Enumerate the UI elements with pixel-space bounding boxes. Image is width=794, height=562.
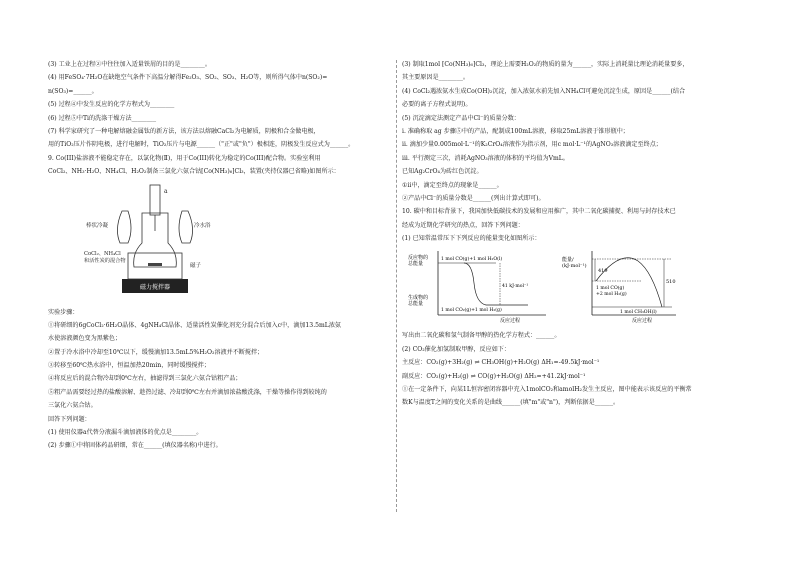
- fig1-xlabel: 反应过程: [500, 318, 521, 324]
- steps-heading: 实验步骤：: [48, 308, 79, 316]
- dropper-a: [150, 185, 160, 215]
- stir-bar-label: 磁子: [190, 262, 202, 269]
- question-10-intro: 10. 碳中和目标背景下，我国加快低碳技术的发展和应用推广，其中二氧化碳捕捉、利用与封存技术已: [402, 208, 676, 216]
- chem-label-2: 和活性炭的混合物: [84, 257, 126, 264]
- question-line: (5) 过程④中发生反应的化学方程式为________: [48, 101, 175, 109]
- question-line: ①ii中，滴定至终点的现象是______。: [402, 181, 503, 189]
- question-line: (5) 沉淀滴定法测定产品中Cl⁻的质量分数：: [402, 114, 520, 122]
- dropper-label: a: [164, 187, 168, 195]
- energy-diagram-1: [408, 247, 548, 323]
- fig2-value-2: 510: [666, 279, 676, 286]
- fig2-xlabel: 反应过程: [632, 318, 653, 324]
- fig1-ylabel: 生成物的: [408, 295, 429, 302]
- question-line: (7) 科学家研究了一种电解熔融金属钛的新方法，该方法以熔融CaCl₂为电解质，阴极和合金做电极，: [48, 127, 320, 135]
- column-divider: [396, 60, 397, 512]
- question-line: (2) CO₂催化加氢制取甲醇，反应如下：: [402, 345, 510, 353]
- fig2-value-1: 419: [598, 268, 608, 275]
- question-line: (6) 过程⑤中Ti的洗涤干燥方法________: [48, 114, 156, 122]
- step-line: ⑤粗产品需要经过热的盐酸溶解、趁热过滤、冷却到0℃左右并滴加浓盐酸洗涤，干燥等操作得到较纯的: [48, 388, 327, 396]
- chem-label: CoCl₂、NH₄Cl: [84, 250, 121, 257]
- left-column: [48, 60, 386, 455]
- fig1-ylabel: 反应物的: [408, 255, 429, 262]
- question-line: (1) 使用仪器a代替分液漏斗滴加液体的优点是________。: [48, 429, 203, 437]
- energy-figures: [408, 247, 742, 323]
- question-line: (2) 步骤①中将固体药品研细，常在______(填仪器名称)中进行。: [48, 442, 222, 450]
- question-line: iii. 平行测定三次，消耗AgNO₃溶液的体积的平均值为VmL。: [402, 154, 569, 162]
- question-line: i. 准确称取 ag 步骤⑤中的产品，配制成100mL溶液，移取25mL溶液于锥形瓶中；: [402, 127, 629, 135]
- fig2-ylabel: 能量/: [562, 257, 574, 264]
- answer-heading: 回答下列问题：: [48, 415, 91, 423]
- question-line: 写出由二氧化碳和氢气制备甲醇的热化学方程式：______。: [402, 332, 561, 340]
- step-line: 三氯化六氨合钴。: [48, 402, 97, 410]
- reaction-side: 副反应：CO₂(g)+H₂(g) ⇌ CO(g)+H₂O(g) ΔH₂=+41.2kJ·mol⁻¹: [402, 372, 586, 380]
- question-line: CoCl₂、NH₃·H₂O、NH₄Cl、H₂O₂制备三氯化六氨合钴[Co(NH₃)₆]Cl₃，装置(夹持仪器已省略)如图所示：: [48, 168, 340, 176]
- step-line: ②置于冷水浴中冷却至10℃以下，缓慢滴加13.5mL5%H₂O₂溶液并不断搅拌；: [48, 348, 264, 356]
- question-9-intro: 9. Co(III)盐溶液不能稳定存在，以氯化物(Ⅱ)，用于Co(III)转化为稳定的Co(III)配合物。实验室利用: [48, 154, 321, 162]
- question-line: 经成为近期化学研究的热点，回答下列问题：: [402, 221, 524, 229]
- question-line: ①在一定条件下，向某1L恒容密闭容器中充入1molCO₂和amolH₂发生主反应，图中能表示该反应的平衡常: [402, 386, 692, 394]
- question-line: n(SO₃)=______。: [48, 87, 98, 95]
- reaction-main: 主反应：CO₂(g)+3H₂(g) ⇌ CH₃OH(g)+H₂O(g) ΔH₁=-49.5kJ·mol⁻¹: [402, 359, 600, 367]
- fig2-mid-level: 1 mol CO(g): [596, 286, 625, 292]
- apparatus-diagram: [84, 183, 234, 299]
- question-line: (3) 制取1mol [Co(NH₃)₆]Cl₃，理论上需要H₂O₂的物质的量为______，实际上消耗量比理论消耗量要多，: [402, 61, 689, 68]
- energy-diagram-2: [562, 247, 678, 323]
- fig2-mid-level: +2 mol H₂(g): [596, 292, 627, 298]
- stirrer-label: 磁力搅拌器: [139, 283, 171, 291]
- step-line: ①将研细的6gCoCl₂·6H₂O晶体、4gNH₄Cl晶体、适量活性炭催化剂充分混合后加入c中，滴加13.5mL浓氨: [48, 321, 342, 329]
- left-flask-label: 棒状冷凝: [86, 222, 109, 229]
- fig1-ylabel: 总能量: [408, 301, 424, 308]
- right-column: [402, 60, 742, 412]
- fig2-bottom-level: 1 mol CH₃OH(l): [620, 310, 657, 316]
- fig1-top-level: 1 mol CO(g)+1 mol H₂O(l): [441, 257, 503, 263]
- step-line: 水使溶液颜色变为黑紫色；: [48, 335, 122, 343]
- question-line: 用的TiO₂压片作阴电极，进行电解时，TiO₂压片与电源______（"正"或"负"）极相连，阴极发生反应式为______。: [48, 141, 355, 149]
- question-line: (4) CoCl₂遇浓氨水生成Co(OH)₂沉淀，加入浓氨水前先加入NH₄Cl可避免沉淀生成，原因是______(结合: [402, 87, 686, 95]
- question-line: 其主要原因是________。: [402, 74, 470, 82]
- question-line: 必要的离子方程式说明)。: [402, 101, 472, 109]
- fig1-bottom-level: 1 mol CO₂(g)+1 mol H₂(g): [441, 308, 502, 314]
- question-line: 数K与温度T之间的变化关系的是曲线______(填"m"或"n")，判断依据是______。: [402, 399, 620, 407]
- right-flask-label: 冷水浴: [194, 222, 211, 229]
- fig2-ylabel: (kJ·mol⁻¹): [562, 263, 587, 270]
- step-line: ③转移至60℃热水浴中，恒温加热20min，同时缓慢搅拌；: [48, 362, 210, 370]
- question-line: ②产品中Cl⁻的质量分数是______(列出计算式即可)。: [402, 194, 545, 202]
- question-line: (3) 工业上在过程②中往往加入适量铁屑的目的是________。: [48, 61, 211, 68]
- question-line: 已知Ag₂CrO₄为砖红色沉淀。: [402, 168, 483, 176]
- fig1-ylabel: 总能量: [408, 261, 424, 268]
- step-line: ④将反应后的混合物冷却到0℃左右，抽滤得到三氯化六氨合钴粗产品；: [48, 375, 242, 383]
- question-line: (1) 已知常温常压下下列反应的能量变化如图所示：: [402, 235, 541, 243]
- fig1-delta: 41 kJ·mol⁻¹: [502, 284, 529, 290]
- question-line: (4) 用FeSO₄·7H₂O在缺绝空气条件下高温分解得Fe₂O₃、SO₂、SO₃、H₂O等，则所得气体中n(SO₂)=: [48, 74, 328, 82]
- question-line: ii. 滴加少量0.005mol·L⁻¹的K₂CrO₄溶液作为指示剂，用c mol·L⁻¹的AgNO₃溶液滴定至终点；: [402, 141, 662, 149]
